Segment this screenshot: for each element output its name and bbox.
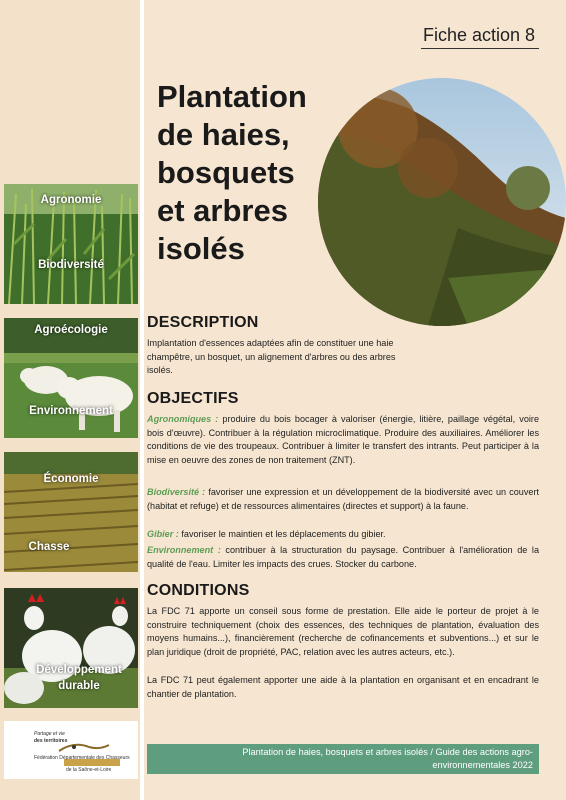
title-line: Plantation [157,79,307,114]
photo-tile-field [4,452,138,572]
objectifs-heading: OBJECTIFS [147,390,239,407]
title-line: de haies, [157,117,290,152]
tile-label-chasse: Chasse [28,541,70,553]
objectif-environnement [147,544,539,571]
hedge-photo [318,78,566,326]
objectif-text: contribuer à la structuration du paysage. Contribuer à l'amélioration de la qualité de l'eau. Limiter les impacts des crues. Stocker du carbone. [147,545,539,569]
description-heading: DESCRIPTION [147,314,259,331]
description-text: Implantation d'essences adaptées afin de constituer une haie champêtre, un bosquet, un alignement d'arbres ou des arbres isolés. [147,338,396,376]
tile-label-agroecologie: Agroécologie [34,324,108,336]
objectif-label: Agronomiques : [147,414,219,424]
photo-tile-chickens [4,588,138,708]
sidebar-divider [140,0,144,800]
cows-image [4,318,138,438]
tile-label-economie: Économie [43,473,99,485]
conditions-heading: CONDITIONS [147,582,250,599]
tile-label-developpement: Développement [36,664,122,676]
footer-line: Plantation de haies, bosquets et arbres isolés / Guide des actions agro- [242,747,533,757]
objectif-agronomiques [147,413,539,467]
objectif-biodiversite [147,486,539,513]
conditions-paragraph: La FDC 71 peut également apporter une aide à la plantation en organisant et en encadrant le chantier de plantation. [147,675,539,699]
tile-label-durable: durable [58,680,100,692]
conditions-paragraph: La FDC 71 apporte un conseil sous forme de prestation. Elle aide le porteur de projet à le construire techniquement (choix des essences, des techniques de plantation, évaluation des moyens humains...), financièrement (recherche de cofinancements et subventions...) et sur le plan juridique (droit de propriété, PAC, relation avec les autres acteurs, etc.). [147,606,539,657]
objectif-gibier [147,528,539,542]
field-image [4,452,138,572]
logo-line-3: Fédération Départementale des Chasseurs [34,755,130,761]
fdc-logo [4,721,138,779]
title-line: et arbres [157,193,288,228]
fiche-action-label: Fiche action 8 [423,25,536,45]
footer-line: environnementales 2022 [432,760,533,770]
objectif-text: favoriser le maintien et les déplacements du gibier. [178,529,386,539]
page-title [157,78,332,268]
photo-tile-cows [4,318,138,438]
title-line: bosquets [157,155,295,190]
logo-line-2: des territoires [34,738,68,744]
tile-label-environnement: Environnement [29,405,113,417]
logo-line-1: Partage et vie [34,731,65,737]
title-line: isolés [157,231,245,266]
objectif-label: Gibier : [147,529,179,539]
footer-banner [147,744,539,774]
objectif-text: produire du bois bocager à valoriser (énergie, litière, paillage végétal, voire bois d'œuvre). Contribuer à la régulation microclimatique. Produire des auxiliaires. Améliorer les conditions de vie des troupeaux. Contribuer à limiter le transfert des intrants. Peut participer à la mise en oeuvre des zones de non traitement (ZNT). [147,414,540,465]
objectif-label: Environnement : [147,545,221,555]
objectif-text: favoriser une expression et un développement de la biodiversité avec un couvert (habitat et refuge) et de ressources alimentaires (directes et support) à la faune. [147,487,540,511]
fiche-underline [421,48,539,49]
tile-label-biodiversite: Biodiversité [38,259,104,271]
tile-label-agronomie: Agronomie [40,194,102,206]
logo-line-4: de la Saône-et-Loire [66,767,112,773]
photo-tile-corn [4,184,138,304]
objectif-label: Biodiversité : [147,487,206,497]
